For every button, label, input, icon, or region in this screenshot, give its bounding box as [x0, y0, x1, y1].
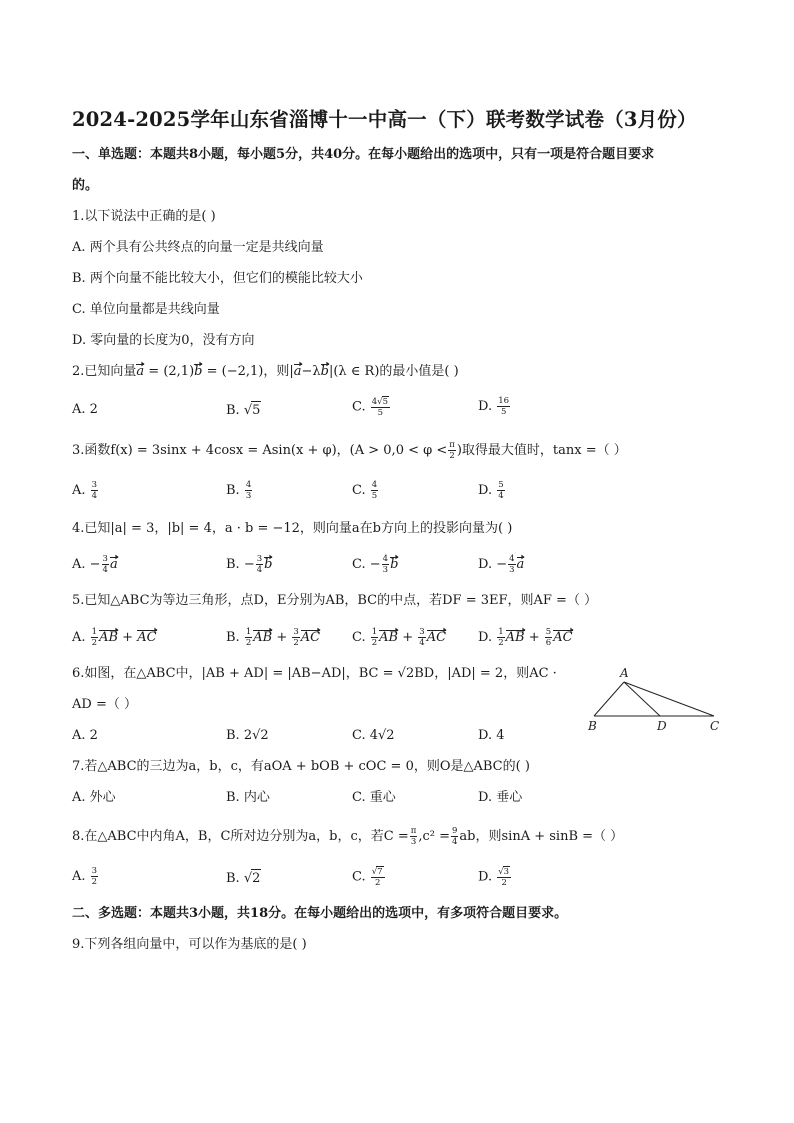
q2-c-num-sqrt: 5	[382, 397, 389, 407]
q8-b-label: B.	[226, 871, 244, 886]
q8-stem-post: ab，则sinA + sinB =（ ）	[459, 829, 624, 844]
q5-d-d2: 6	[545, 638, 552, 648]
q8-a-label: A.	[72, 869, 90, 884]
q4-b-num: 3	[256, 554, 263, 564]
q2-a-value: = (2,1)	[144, 364, 195, 379]
q3-c-label: C.	[352, 483, 370, 498]
q8-frac-num: 9	[452, 826, 458, 836]
q5-b-n2: 3	[293, 627, 299, 637]
q3-d-frac	[497, 480, 504, 501]
q4-option-c	[352, 554, 398, 575]
q5-d-n1: 1	[498, 627, 504, 637]
q5-a-op: +	[118, 630, 138, 645]
q4-c-frac	[382, 554, 389, 575]
q4-d-label: D. −	[478, 557, 508, 572]
q5-a-v2: AC	[137, 630, 157, 645]
exam-title: 2024-2025学年山东省淄博十一中高一（下）联考数学试卷（3月份）	[72, 108, 697, 131]
q8-d-frac: $\frac{√3}{2}$	[498, 867, 510, 888]
q8-pi-den: 3	[410, 837, 417, 847]
q3-option-c	[352, 480, 379, 501]
q6-option-d: D. 4	[478, 728, 505, 743]
q8-frac-den: 4	[452, 837, 458, 847]
q9-stem: 9.下列各组向量中，可以作为基底的是( )	[72, 937, 307, 952]
q7-option-b: B. 内心	[226, 790, 270, 805]
q3-c-frac	[371, 480, 378, 501]
q3-pi-frac	[448, 440, 456, 461]
q5-b-frac2	[292, 627, 299, 648]
q8-a-den: 2	[91, 877, 98, 887]
q2-vec-a: a	[136, 364, 145, 379]
q2-prefix: 2.已知向量	[72, 364, 137, 379]
q8-frac	[451, 826, 458, 847]
q2-mid: −λ	[301, 364, 321, 379]
q8-mid: ,c² =	[418, 829, 450, 844]
q5-a-n1: 1	[91, 627, 98, 637]
q6-option-a: A. 2	[72, 728, 98, 743]
q5-c-label: C.	[352, 630, 370, 645]
q5-a-v1: AB	[99, 630, 119, 645]
q8-pi-num: π	[410, 826, 417, 836]
q5-d-d1: 2	[498, 638, 504, 648]
q4-d-frac	[508, 554, 515, 575]
q2-option-b: B. √5	[226, 403, 261, 418]
q4-option-d	[478, 554, 524, 575]
triangle-figure	[582, 664, 732, 736]
q2-vec-b2: b	[320, 364, 329, 379]
q8-option-a	[72, 866, 99, 887]
q5-c-d2: 4	[419, 638, 425, 648]
q2-stem	[72, 363, 459, 381]
q5-d-n2: 5	[545, 627, 552, 637]
q3-option-d	[478, 480, 506, 501]
q5-a-d1: 2	[91, 638, 98, 648]
q3-d-num: 5	[498, 480, 504, 490]
q5-b-n1: 1	[245, 627, 252, 637]
q1-option-d: D. 零向量的长度为0，没有方向	[72, 333, 255, 348]
q2-vec-b: b	[194, 364, 203, 379]
q5-c-v2: AC	[426, 630, 447, 645]
q3-d-label: D.	[478, 483, 497, 498]
q3-a-num: 3	[91, 480, 98, 490]
q3-option-a	[72, 480, 99, 501]
q7-stem: 7.若△ABC的三边为a，b，c，有aOA + bOB + cOC = 0，则O是△ABC的( )	[72, 759, 530, 774]
q3-b-label: B.	[226, 483, 244, 498]
q8-pi-frac	[410, 826, 418, 847]
vertex-label-a: A	[620, 666, 629, 680]
q8-a-num: 3	[91, 866, 98, 876]
vertex-label-d: D	[657, 719, 667, 733]
q8-d-sqrt: 3	[503, 867, 510, 877]
q2-option-a: A. 2	[72, 402, 98, 417]
q8-option-b: B. √2	[226, 871, 261, 886]
q8-d-label: D.	[478, 869, 497, 885]
q5-a-frac	[91, 627, 98, 648]
q2-option-c	[352, 396, 391, 418]
q4-b-label: B. −	[226, 557, 255, 572]
q1-option-b: B. 两个向量不能比较大小，但它们的模能比较大小	[72, 271, 363, 286]
q5-c-frac2	[418, 627, 425, 648]
q4-c-num: 4	[382, 554, 389, 564]
q8-option-d	[478, 866, 512, 888]
q2-c-num: 4	[371, 397, 378, 407]
q3-stem-post: )取得最大值时，tanx =（ ）	[456, 443, 627, 458]
q2-b-value: = (−2,1)，则|	[202, 364, 294, 379]
q5-a-label: A.	[72, 630, 90, 645]
section1-heading-cont: 的。	[72, 178, 99, 193]
q2-tail: |(λ ∈ R)的最小值是( )	[328, 364, 459, 379]
q3-b-num: 4	[245, 480, 252, 490]
q5-d-frac2	[545, 627, 552, 648]
q5-b-frac1	[245, 627, 252, 648]
q5-d-v2: AC	[553, 630, 573, 645]
q6-option-c: C. 4√2	[352, 728, 395, 743]
q8-c-label: C.	[352, 869, 370, 885]
q5-b-d1: 2	[245, 638, 252, 648]
q2-option-d	[478, 396, 511, 417]
q3-c-den: 5	[371, 491, 378, 501]
q5-c-d1: 2	[371, 638, 378, 648]
q8-stem-pre: 8.在△ABC中内角A，B，C所对边分别为a，b，c，若C =	[72, 829, 409, 844]
q5-b-v1: AB	[253, 630, 273, 645]
q5-d-frac1	[497, 627, 504, 648]
q4-a-den: 4	[102, 565, 108, 575]
q2-b-sqrt: 5	[252, 403, 261, 418]
vertex-label-c: C	[710, 719, 720, 733]
q4-option-a	[72, 554, 118, 575]
q5-d-label: D.	[478, 630, 497, 645]
section2-heading: 二、多选题：本题共3小题，共18分。在每小题给出的选项中，有多项符合题目要求。	[72, 906, 568, 921]
q5-b-op: +	[272, 630, 292, 645]
q8-b-sqrt: 2	[252, 871, 261, 886]
q5-option-b	[226, 627, 320, 648]
q2-b-label: B.	[226, 403, 244, 418]
q4-c-label: C. −	[352, 557, 381, 572]
q8-d-den: 2	[501, 878, 507, 888]
q3-option-b	[226, 480, 253, 501]
q5-c-n2: 3	[419, 627, 425, 637]
q4-a-num: 3	[102, 554, 108, 564]
q3-d-den: 4	[498, 491, 504, 501]
q4-b-vec: b	[264, 557, 273, 572]
q2-d-den: 5	[500, 407, 507, 417]
q3-b-frac	[245, 480, 252, 501]
q5-c-frac1	[371, 627, 378, 648]
q3-pi-den: 2	[449, 451, 455, 461]
q1-option-a: A. 两个具有公共终点的向量一定是共线向量	[72, 240, 324, 255]
q5-b-label: B.	[226, 630, 244, 645]
edge-ac	[624, 682, 714, 716]
q2-c-den: 5	[377, 408, 384, 418]
q4-a-vec: a	[109, 557, 118, 572]
q4-a-label: A. −	[72, 557, 101, 572]
q4-c-vec: b	[390, 557, 399, 572]
q6-stem-cont: AD =（ ）	[72, 697, 137, 712]
q8-stem	[72, 826, 623, 847]
q3-pi-num: π	[449, 440, 455, 450]
q1-option-c: C. 单位向量都是共线向量	[72, 302, 220, 317]
q5-c-n1: 1	[371, 627, 378, 637]
q7-option-c: C. 重心	[352, 790, 396, 805]
q3-a-frac	[91, 480, 98, 501]
q4-stem: 4.已知|a| = 3，|b| = 4，a · b = −12，则向量a在b方向上的投影向量为( )	[72, 521, 513, 536]
q3-c-num: 4	[371, 480, 378, 490]
q4-d-num: 4	[509, 554, 515, 564]
q5-d-op: +	[524, 630, 544, 645]
q1-stem: 1.以下说法中正确的是( )	[72, 209, 216, 224]
q3-a-den: 4	[91, 491, 98, 501]
q8-c-frac: $\frac{√7}{2}$	[371, 867, 383, 888]
q7-option-d: D. 垂心	[478, 790, 523, 805]
q3-stem	[72, 440, 627, 461]
q2-c-label: C.	[352, 399, 370, 415]
q2-d-num: 16	[498, 396, 510, 406]
q8-c-sqrt: 7	[377, 867, 383, 877]
q4-c-den: 3	[382, 565, 389, 575]
q4-option-b	[226, 554, 272, 575]
q8-c-den: 2	[374, 878, 381, 888]
q5-option-a	[72, 627, 157, 648]
q4-b-den: 4	[256, 565, 263, 575]
q5-d-v1: AB	[505, 630, 525, 645]
q2-d-label: D.	[478, 399, 497, 414]
q8-a-frac	[91, 866, 98, 887]
q5-c-op: +	[398, 630, 418, 645]
q5-stem: 5.已知△ABC为等边三角形，点D，E分别为AB，BC的中点，若DF = 3EF，则AF =（ ）	[72, 593, 598, 608]
q7-option-a: A. 外心	[72, 790, 116, 805]
q4-d-vec: a	[516, 557, 525, 572]
section1-heading: 一、单选题：本题共8小题，每小题5分，共40分。在每小题给出的选项中，只有一项是符合题目要求	[72, 147, 655, 162]
q3-stem-pre: 3.函数f(x) = 3sinx + 4cosx = Asin(x + φ)，(A > 0,0 < φ <	[72, 443, 448, 458]
q4-d-den: 3	[509, 565, 515, 575]
q6-stem: 6.如图，在△ABC中，|AB + AD| = |AB−AD|，BC = √2BD，|AD| = 2，则AC ·	[72, 666, 557, 681]
q5-c-v1: AB	[379, 630, 399, 645]
q8-option-c	[352, 866, 386, 888]
q5-b-d2: 2	[293, 638, 299, 648]
q2-d-frac	[497, 396, 510, 417]
q5-option-d	[478, 627, 573, 648]
q3-b-den: 3	[245, 491, 252, 501]
q6-option-b: B. 2√2	[226, 728, 269, 743]
edge-ad	[624, 682, 660, 716]
q3-a-label: A.	[72, 483, 90, 498]
q4-a-frac	[102, 554, 109, 575]
q2-vec-a2: a	[293, 364, 302, 379]
q5-b-v2: AC	[300, 630, 321, 645]
edge-ab	[594, 682, 624, 716]
q2-c-frac: $\frac{4√5}{5}$	[371, 397, 389, 418]
vertex-label-b: B	[588, 719, 597, 733]
q4-b-frac	[256, 554, 263, 575]
q5-option-c	[352, 627, 446, 648]
